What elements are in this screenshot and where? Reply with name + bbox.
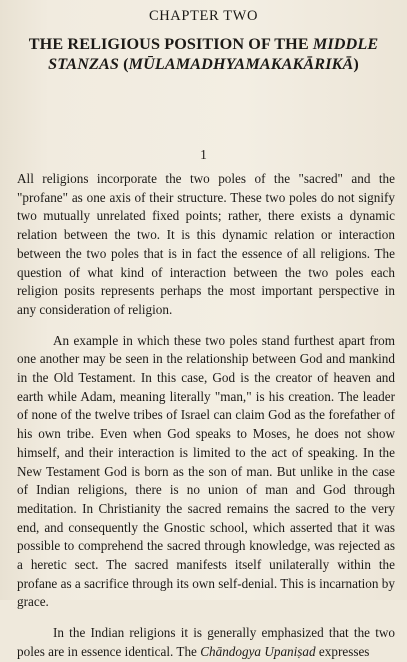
title-paren-open: ( [118,55,129,73]
title-italic-sanskrit: MŪLAMADHYAMAKAKĀRIKĀ [128,55,354,73]
chapter-label: CHAPTER TWO [148,8,259,24]
section-number: 1 [200,147,207,162]
paragraph-3-text-after: expresses [315,643,370,659]
paragraph-1: All religions incorporate the two poles of the "sacred" and the "profane" as one axis of their structure. These two poles do not signify two mutually unrelated fixed points; rather, there exists a dynamic relation between the two. It is this dynamic relation or interaction between the two poles that is in fact the essence of all religions. The question of what kind of interaction between the two poles each religion posits represents perhaps the most important perspective in any consideration of religion. [17,171,395,317]
paragraph-3 [17,624,395,661]
chapter-title [16,34,391,74]
paragraph-3-text-before: In the Indian religions it is generally emphasized that the two poles are in essence identical. The [17,625,395,659]
title-paren-close: ) [353,55,359,73]
paragraph-3-italic-title: Chāndogya Upaniṣad [200,643,316,659]
body-text [17,170,395,662]
paragraph-2: An example in which these two poles stand furthest apart from one another may be seen in the relationship between God and mankind in the Old Testament. In this case, God is the creator of heaven and earth while Adam, meaning literally "man," is his creation. The leader of none of the twelve tribes of Israel can claim God as the forefather of his own tribe. Even when God speaks to Moses, he does not show himself, and their interaction is limited to the act of speaking. In the New Testament God is born as the son of man. But unlike in the case of Indian religions, there is no union of man and God through meditation. In Christianity the sacred remains the sacred to the very end, and consequently the Gnostic school, which asserted that it was possible to comprehend the sacred through knowledge, was rejected as a heretic sect. The sacred manifests itself unilaterally within the profane as a sacrifice through its own self-denial. This is incarnation by grace. [17,332,395,610]
title-italic-middle-stanzas: MIDDLE STANZAS [48,35,379,73]
title-prefix: THE RELIGIOUS POSITION OF THE [28,35,313,53]
